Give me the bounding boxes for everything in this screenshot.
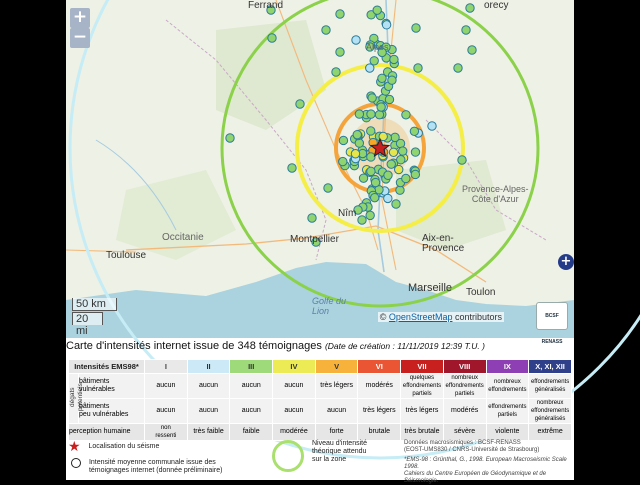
community-intensity-marker[interactable] [410, 127, 418, 135]
intensity-cell: nombreux effondrements partiels [443, 374, 486, 399]
community-intensity-marker[interactable] [399, 147, 407, 155]
intensity-cell: nombreux effondrements généralisés [529, 399, 572, 424]
intensity-cell: modérés [443, 399, 486, 424]
intensity-cell: effondrements généralisés [529, 374, 572, 399]
intensity-header-row [69, 360, 572, 374]
intensity-cell: très faible [187, 424, 230, 441]
sea-label: Golfe du Lion [312, 296, 347, 316]
intensity-cell: très légers [401, 399, 444, 424]
intensity-row-label: perception humaine [69, 424, 145, 441]
intensity-cell: aucun [273, 399, 316, 424]
community-intensity-marker[interactable] [353, 130, 361, 138]
community-intensity-marker[interactable] [396, 186, 404, 194]
community-intensity-marker[interactable] [468, 46, 476, 54]
damage-group-label: dégats potentiels [69, 374, 79, 424]
community-intensity-marker[interactable] [336, 10, 344, 18]
region-label: Occitanie [162, 232, 204, 243]
place-label: orecy [484, 0, 509, 11]
community-legend-label: Intensité moyenne communale issue des témoignages internet (donnée préliminaire) [88, 459, 223, 474]
intensity-cell: très légers [358, 399, 401, 424]
community-intensity-marker[interactable] [384, 194, 392, 202]
intensity-cell: modérée [273, 424, 316, 441]
community-intensity-marker[interactable] [373, 6, 381, 14]
report-date: (Date de création : 11/11/2019 12:39 T.U. ) [324, 341, 485, 351]
community-intensity-marker[interactable] [366, 211, 374, 219]
community-intensity-marker[interactable] [384, 171, 392, 179]
community-intensity-marker[interactable] [367, 110, 375, 118]
intensity-cell: non ressenti [145, 424, 188, 441]
community-intensity-marker[interactable] [377, 103, 385, 111]
reference-line1: *EMS-98 : Grünthal, G., 1998. European Macroseismic Scale 1998. [404, 457, 567, 470]
community-intensity-marker[interactable] [466, 4, 474, 12]
intensity-cell: brutale [358, 424, 401, 441]
intensity-column-header: II [187, 360, 230, 374]
map-attribution: © OpenStreetMap contributors [379, 312, 502, 322]
community-intensity-marker[interactable] [428, 122, 436, 130]
community-intensity-marker[interactable] [268, 34, 276, 42]
community-intensity-marker[interactable] [397, 156, 405, 164]
scale-bar-mi: 20 mi [72, 312, 103, 325]
data-source-line1: Données macrosismiques : BCSF-RENASS [404, 440, 521, 446]
community-intensity-marker[interactable] [375, 110, 383, 118]
place-label: Ferrand [248, 0, 284, 11]
report-title-main: Carte d'intensités internet issue de 348 témoignages [66, 340, 322, 352]
map-canvas [66, 0, 574, 338]
community-intensity-marker[interactable] [412, 24, 420, 32]
intensity-cell: aucun [187, 374, 230, 399]
community-intensity-marker[interactable] [296, 100, 304, 108]
community-intensity-marker[interactable] [324, 184, 332, 192]
community-intensity-marker[interactable] [391, 133, 399, 141]
intensity-cell: nombreux effondrements [486, 374, 529, 399]
community-intensity-marker[interactable] [332, 68, 340, 76]
community-intensity-marker[interactable] [385, 95, 393, 103]
intensity-cell: aucun [315, 399, 358, 424]
community-intensity-marker[interactable] [355, 139, 363, 147]
intensity-table-row [69, 399, 572, 424]
circle-icon [71, 458, 81, 468]
community-legend [68, 458, 222, 475]
intensity-cell: aucun [145, 399, 188, 424]
intensity-cell: aucun [145, 374, 188, 399]
intensity-cell: quelques effondrements partiels [401, 374, 444, 399]
community-intensity-marker[interactable] [352, 36, 360, 44]
community-intensity-marker[interactable] [388, 76, 396, 84]
community-intensity-marker[interactable] [368, 94, 376, 102]
reference-line2: Cahiers du Centre Européen de Géodynamique et de Séismologie. [404, 471, 547, 484]
community-intensity-marker[interactable] [414, 64, 422, 72]
intensity-cell: forte [315, 424, 358, 441]
intensity-cell: effondrements partiels [486, 399, 529, 424]
community-intensity-marker[interactable] [358, 216, 366, 224]
intensity-column-header: X, XI, XII [529, 360, 572, 374]
community-intensity-marker[interactable] [288, 164, 296, 172]
ring-legend [272, 440, 367, 472]
intensity-column-header: IX [486, 360, 529, 374]
intensity-column-header: VIII [443, 360, 486, 374]
report-title [66, 340, 574, 352]
region-label: Provence-Alpes- Côte d'Azur [462, 184, 529, 204]
scale-bar-km: 50 km [72, 298, 117, 311]
layer-toggle-button[interactable]: + [558, 254, 574, 270]
intensity-cell: sévère [443, 424, 486, 441]
intensity-cell: modérés [358, 374, 401, 399]
community-intensity-marker[interactable] [395, 165, 403, 173]
community-intensity-marker[interactable] [355, 110, 363, 118]
data-source-line2: (EOST-UMS830 / CNRS-Université de Strasbourg) [404, 447, 540, 453]
intensity-column-header: IV [273, 360, 316, 374]
intensity-cell: aucun [230, 374, 273, 399]
community-intensity-marker[interactable] [336, 48, 344, 56]
community-intensity-marker[interactable] [339, 157, 347, 165]
city-label: Toulouse [106, 250, 147, 261]
intensity-cell: aucun [230, 399, 273, 424]
community-intensity-marker[interactable] [411, 148, 419, 156]
intensity-row-label: bâtiments vulnérables [79, 374, 145, 399]
page-frame [66, 0, 574, 484]
intensity-cell: violente [486, 424, 529, 441]
intensity-column-header: I [145, 360, 188, 374]
city-label: Marseille [408, 282, 453, 294]
intensity-table-row [69, 424, 572, 441]
city-label: Toulon [466, 287, 496, 298]
community-intensity-marker[interactable] [339, 136, 347, 144]
community-intensity-marker[interactable] [387, 160, 395, 168]
intensity-table-row [69, 374, 572, 399]
intensity-row-label: bâtiments peu vulnérables [79, 399, 145, 424]
community-intensity-marker[interactable] [382, 21, 390, 29]
intensity-cell: aucun [273, 374, 316, 399]
community-intensity-marker[interactable] [458, 156, 466, 164]
zoom-out-button[interactable]: − [70, 28, 90, 48]
region-label: Alpes [366, 42, 389, 52]
ring-icon [272, 440, 304, 472]
community-intensity-marker[interactable] [462, 26, 470, 34]
community-intensity-marker[interactable] [351, 150, 359, 158]
community-intensity-marker[interactable] [392, 200, 400, 208]
intensity-cell: aucun [187, 399, 230, 424]
community-intensity-marker[interactable] [389, 148, 397, 156]
epicenter-legend [68, 438, 160, 454]
community-intensity-marker[interactable] [226, 134, 234, 142]
community-intensity-marker[interactable] [402, 174, 410, 182]
city-label: Nîm [338, 208, 357, 219]
data-source [404, 440, 574, 485]
intensity-cell: très légers [315, 374, 358, 399]
community-intensity-marker[interactable] [454, 64, 462, 72]
zoom-in-button[interactable]: + [70, 8, 90, 28]
ring-legend-label: Niveau d'intensité théorique attendu sur la zone [311, 440, 367, 463]
intensity-column-header: V [315, 360, 358, 374]
intensity-cell: faible [230, 424, 273, 441]
star-icon: ★ [68, 438, 81, 454]
intensity-header-label: Intensités EMS98* [69, 360, 145, 374]
community-intensity-marker[interactable] [378, 74, 386, 82]
city-label: Montpellier [290, 234, 339, 245]
intensity-cell: très brutale [401, 424, 444, 441]
community-intensity-marker[interactable] [370, 57, 378, 65]
community-intensity-marker[interactable] [367, 127, 375, 135]
epicenter-legend-label: Localisation du séisme [88, 443, 160, 450]
community-intensity-marker[interactable] [359, 174, 367, 182]
community-intensity-marker[interactable] [322, 26, 330, 34]
community-intensity-marker[interactable] [411, 170, 419, 178]
bcsf-logo: BCSF RENASS [536, 302, 568, 330]
intensity-cell: extrême [529, 424, 572, 441]
intensity-column-header: III [230, 360, 273, 374]
intensity-column-header: VII [401, 360, 444, 374]
city-label: Aix-en- Provence [422, 233, 465, 254]
community-intensity-marker[interactable] [367, 167, 375, 175]
community-intensity-marker[interactable] [370, 193, 378, 201]
community-intensity-marker[interactable] [371, 178, 379, 186]
osm-link[interactable]: OpenStreetMap [388, 312, 453, 322]
intensity-column-header: VI [358, 360, 401, 374]
community-intensity-marker[interactable] [402, 111, 410, 119]
intensity-map[interactable] [66, 0, 574, 345]
community-intensity-marker[interactable] [390, 55, 398, 63]
intensity-scale-table [68, 359, 572, 441]
community-intensity-marker[interactable] [308, 214, 316, 222]
